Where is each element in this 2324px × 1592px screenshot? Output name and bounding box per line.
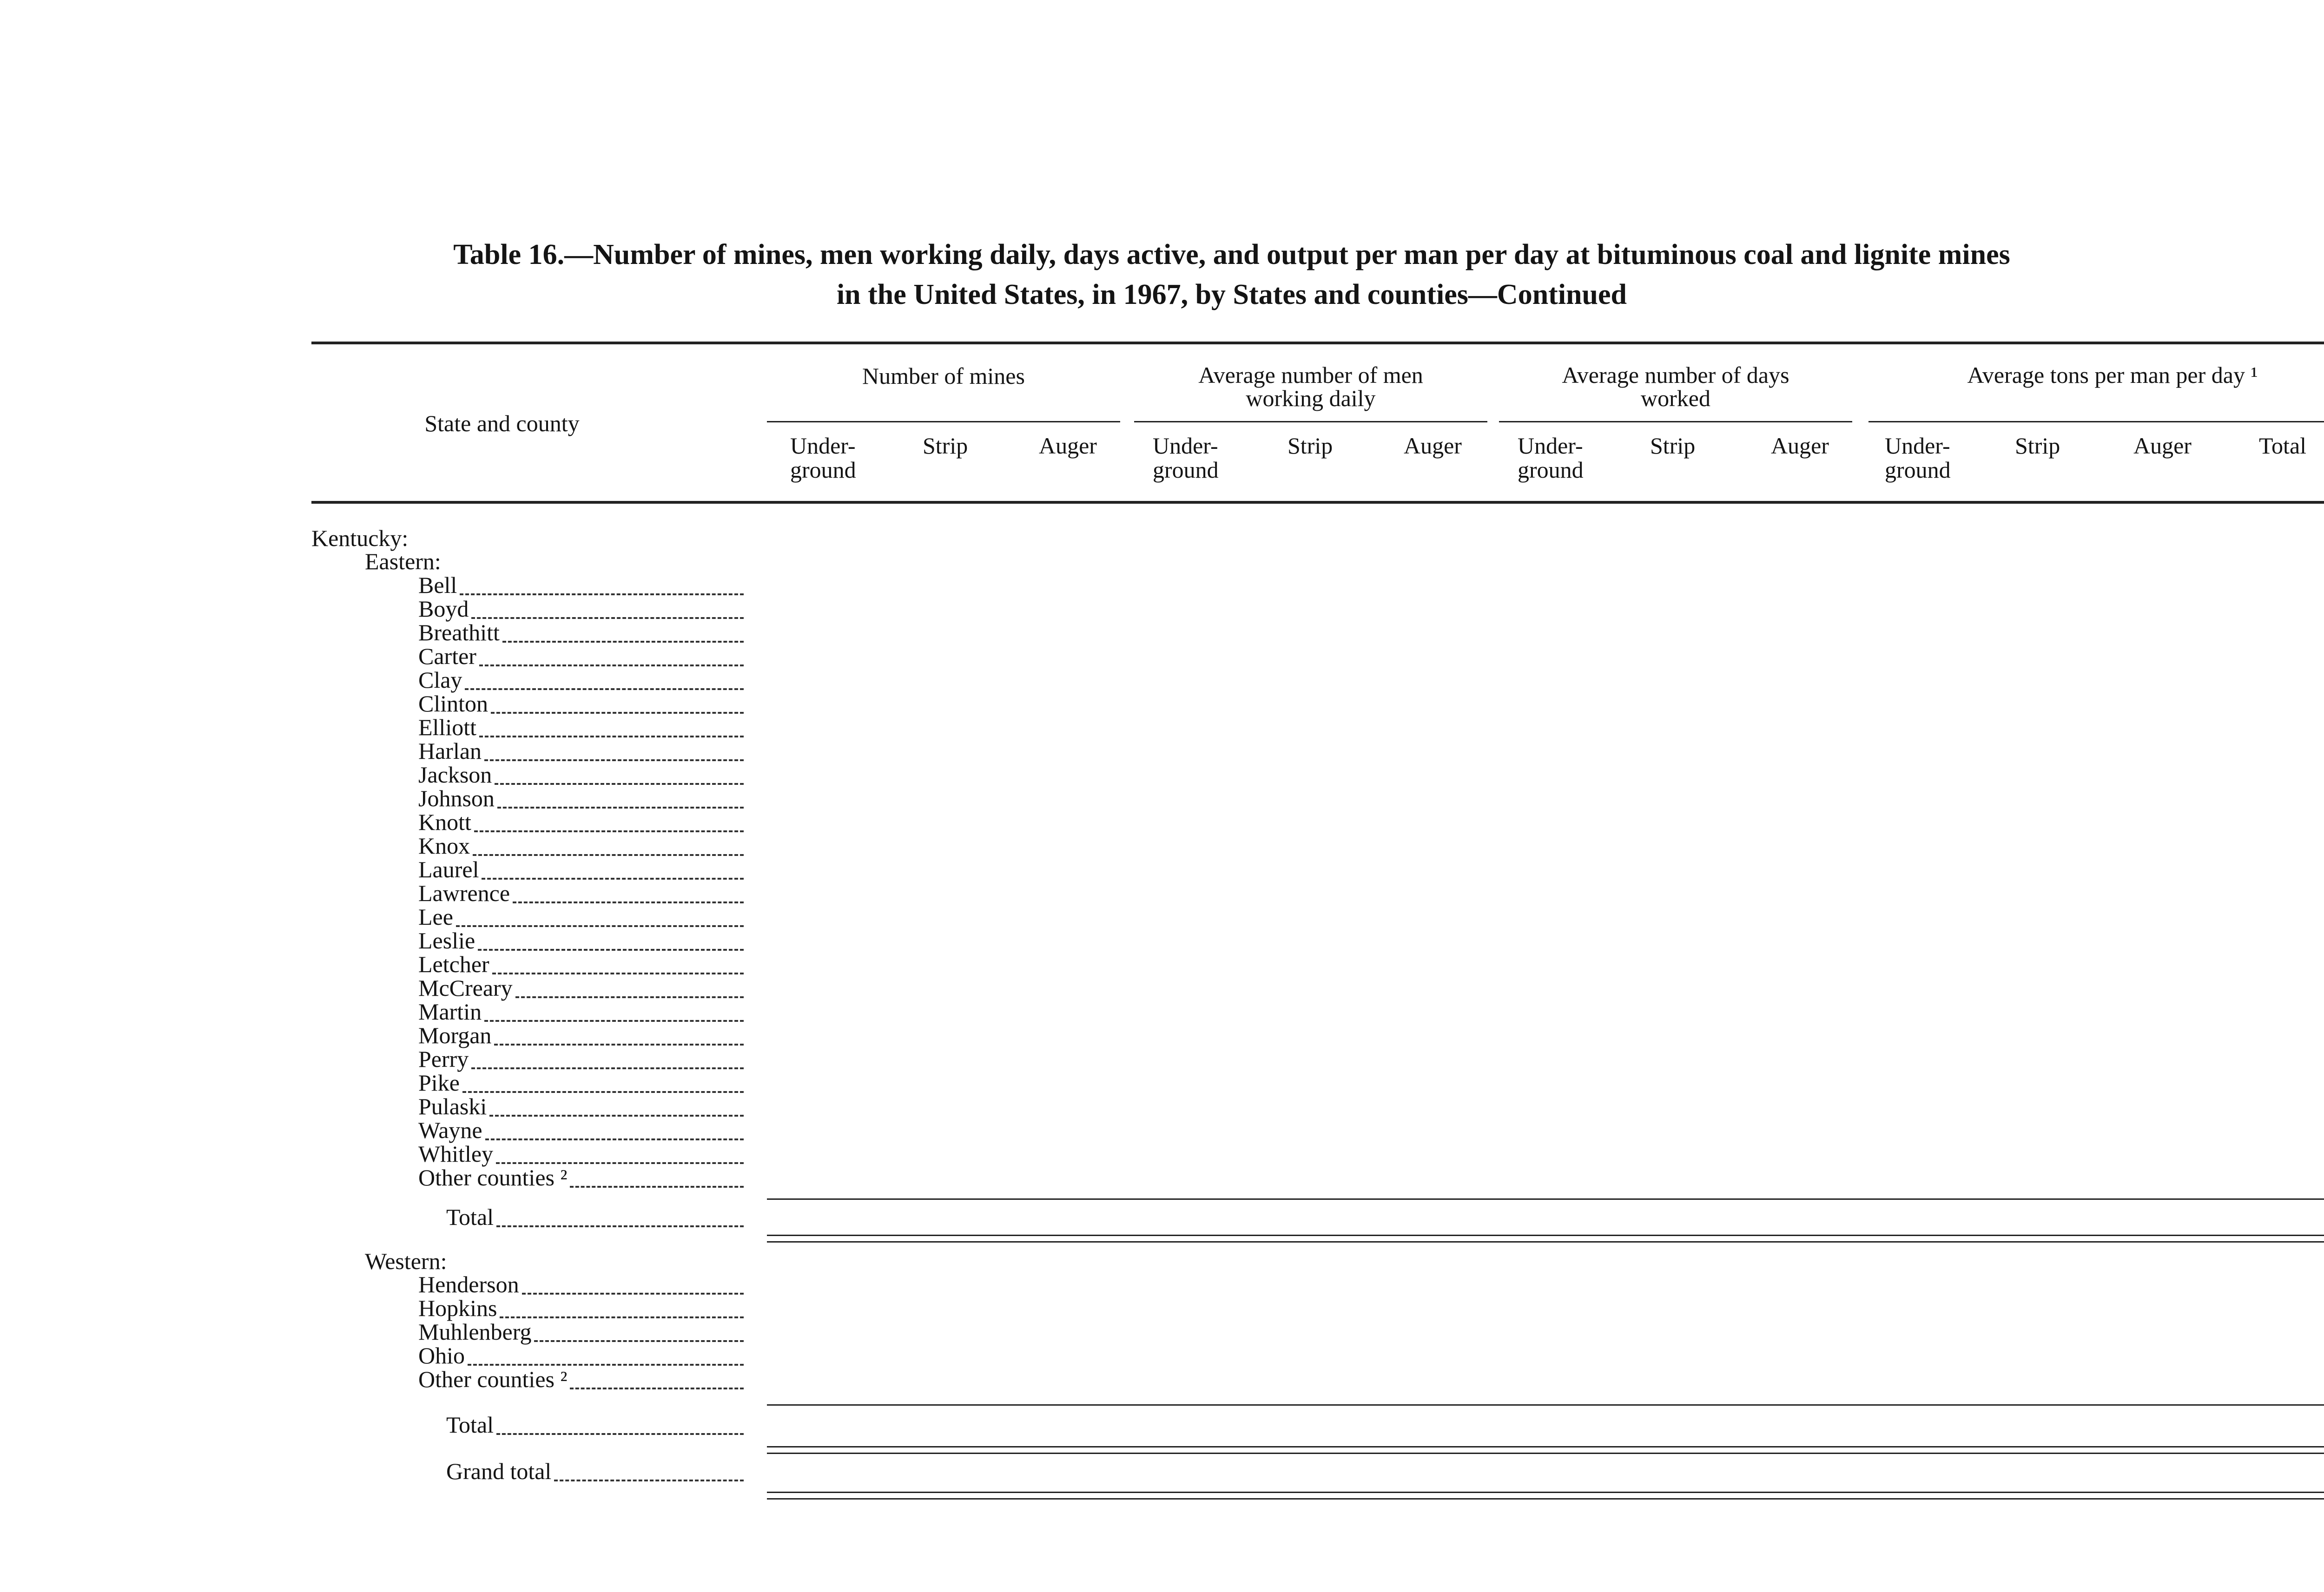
leader-dots: [478, 949, 744, 951]
eastern-total-label: Total: [446, 1204, 494, 1230]
county-label: Jackson: [418, 762, 492, 788]
total-rule-double-b: [767, 1241, 2324, 1243]
leader-dots: [500, 1316, 744, 1318]
county-label: Morgan: [418, 1022, 492, 1048]
county-label: Lawrence: [418, 880, 510, 906]
group-rule-days: [1499, 421, 1852, 422]
group-rule-men: [1134, 421, 1487, 422]
county-label: Henderson: [418, 1271, 519, 1297]
leader-dots: [513, 901, 744, 903]
header-men-line1: Average number of men: [1198, 362, 1423, 388]
total-rule-top: [767, 1198, 2324, 1200]
header-men-line2: working daily: [1246, 385, 1376, 411]
header-days-line2: worked: [1641, 385, 1710, 411]
leader-dots: [479, 736, 744, 737]
total-rule-double-a: [767, 1235, 2324, 1236]
county-label: Leslie: [418, 928, 475, 954]
header-tons: Average tons per man per day ¹: [1967, 362, 2258, 388]
leader-dots: [471, 617, 744, 619]
county-label: Martin: [418, 999, 482, 1025]
county-label: Perry: [418, 1046, 469, 1072]
table-title: [232, 235, 2231, 315]
subheader-underground: Under-: [1518, 433, 1583, 459]
county-label: Boyd: [418, 596, 469, 622]
leader-dots: [554, 1480, 744, 1481]
leader-dots: [474, 830, 744, 832]
leader-dots: [534, 1340, 744, 1342]
subheader-auger: Auger: [1404, 433, 1462, 459]
subheader-underground: Under-: [1153, 433, 1218, 459]
group-rule-tons: [1868, 421, 2324, 422]
county-label: Breathitt: [418, 619, 500, 645]
subheader-auger: Auger: [2133, 433, 2192, 459]
subheader-strip: Strip: [923, 433, 968, 459]
header-number-of-mines: Number of mines: [862, 363, 1025, 389]
section-label-eastern: Eastern:: [365, 548, 441, 574]
leader-dots: [492, 973, 744, 974]
county-label: Muhlenberg: [418, 1319, 532, 1345]
header-days-line1: Average number of days: [1562, 362, 1789, 388]
county-label: Other counties ²: [418, 1366, 568, 1392]
leader-dots: [485, 1138, 744, 1140]
section-label-western: Western:: [365, 1248, 447, 1274]
county-label: Ohio: [418, 1342, 465, 1368]
county-label: Clay: [418, 667, 462, 693]
leader-dots: [465, 688, 744, 690]
county-label: Knott: [418, 809, 471, 835]
county-label: Pike: [418, 1070, 460, 1096]
subheader-auger: Auger: [1039, 433, 1097, 459]
county-label: Wayne: [418, 1117, 482, 1143]
leader-dots: [468, 1364, 744, 1366]
leader-dots: [494, 1044, 744, 1046]
county-label: Bell: [418, 572, 457, 598]
wtotal-rule-b: [767, 1453, 2324, 1454]
subheader-strip: Strip: [1650, 433, 1696, 459]
leader-dots: [489, 1115, 744, 1117]
leader-dots: [482, 878, 744, 880]
subheader-underground: ground: [790, 457, 856, 483]
subheader-total: Total: [2259, 433, 2307, 459]
county-label: Johnson: [418, 785, 495, 811]
subheader-underground: ground: [1885, 457, 1951, 483]
leader-dots: [496, 1225, 744, 1227]
leader-dots: [473, 854, 744, 856]
title-line-2: in the United States, in 1967, by States and counties—Continued: [836, 279, 1627, 310]
leader-dots: [570, 1388, 744, 1389]
subheader-strip: Strip: [2015, 433, 2060, 459]
leader-dots: [522, 1293, 744, 1295]
leader-dots: [496, 1433, 744, 1435]
subheader-underground: ground: [1153, 457, 1219, 483]
leader-dots: [479, 664, 744, 666]
subheader-underground: ground: [1518, 457, 1584, 483]
leader-dots: [515, 996, 744, 998]
total-rule-top: [767, 1404, 2324, 1406]
gtotal-rule-b: [767, 1498, 2324, 1500]
leader-dots: [456, 925, 744, 927]
grand-total-label: Grand total: [446, 1458, 552, 1484]
leader-dots: [497, 807, 744, 809]
subheader-strip: Strip: [1287, 433, 1333, 459]
leader-dots: [570, 1186, 744, 1188]
gtotal-rule-a: [767, 1492, 2324, 1493]
county-label: Clinton: [418, 691, 489, 717]
leader-dots: [496, 1162, 744, 1164]
county-label: Carter: [418, 643, 476, 669]
leader-dots: [471, 1067, 744, 1069]
title-line-1: Table 16.—Number of mines, men working daily, days active, and output per man per day at bituminous coal and lignite mines: [453, 239, 2010, 270]
wtotal-rule-a: [767, 1446, 2324, 1447]
county-label: Whitley: [418, 1141, 494, 1167]
county-label: Letcher: [418, 951, 489, 977]
county-label: Lee: [418, 904, 453, 930]
leader-dots: [460, 593, 744, 595]
leader-dots: [484, 1020, 744, 1022]
county-label: Pulaski: [418, 1093, 487, 1119]
county-label: Laurel: [418, 856, 479, 882]
county-label: Knox: [418, 833, 470, 859]
subheader-auger: Auger: [1771, 433, 1829, 459]
group-rule-mines: [767, 421, 1120, 422]
leader-dots: [502, 641, 744, 643]
header-bottom-rule: [311, 501, 2324, 504]
leader-dots: [491, 712, 744, 714]
subheader-underground: Under-: [790, 433, 856, 459]
county-label: Elliott: [418, 714, 476, 740]
state-label-kentucky: Kentucky:: [311, 525, 409, 551]
header-state-county: State and county: [424, 410, 580, 436]
leader-dots: [484, 759, 744, 761]
county-label: Hopkins: [418, 1295, 497, 1321]
subheader-underground: Under-: [1885, 433, 1950, 459]
county-label: Harlan: [418, 738, 482, 764]
top-rule: [311, 342, 2324, 344]
leader-dots: [495, 783, 744, 785]
county-label: Other counties ²: [418, 1164, 568, 1191]
leader-dots: [462, 1091, 744, 1093]
county-label: McCreary: [418, 975, 513, 1001]
western-total-label: Total: [446, 1412, 494, 1438]
